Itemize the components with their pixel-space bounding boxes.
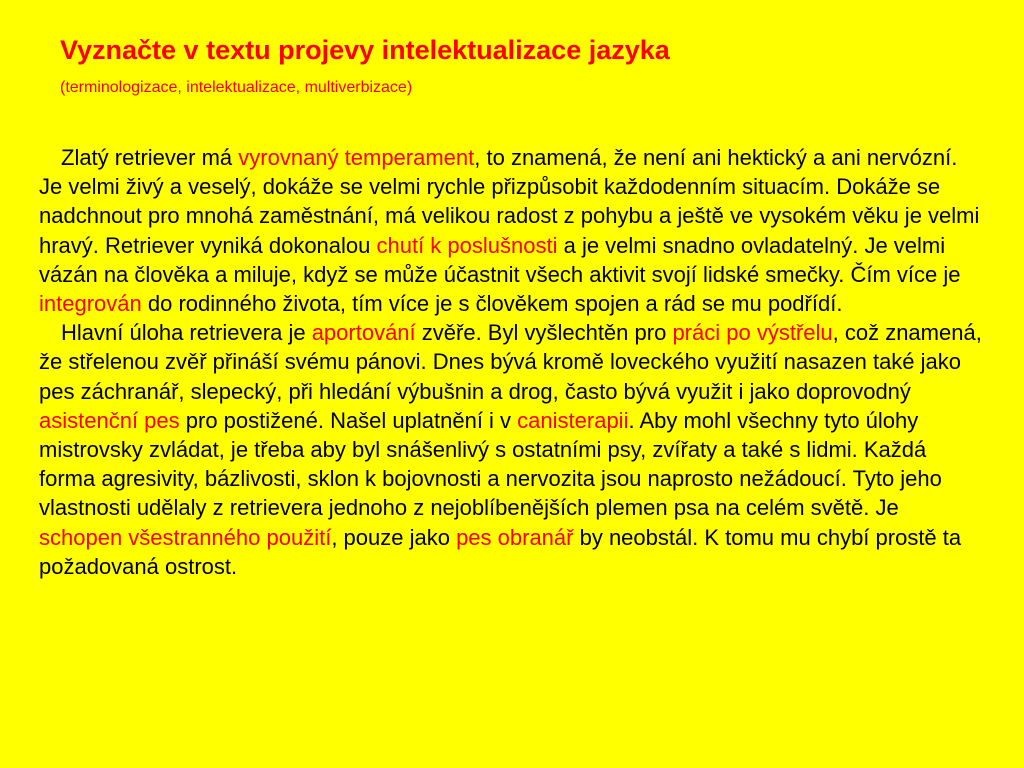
highlighted-term: pes obranář xyxy=(456,524,574,550)
highlighted-term: schopen všestranného použití xyxy=(39,524,332,550)
paragraph-role xyxy=(39,318,984,581)
text-segment: Zlatý retriever má xyxy=(61,145,239,170)
text-segment: do rodinného života, tím více je s člověkem spojen a rád se mu podřídí. xyxy=(141,291,843,317)
highlighted-term: asistenční pes xyxy=(39,407,180,433)
text-segment: , pouze jako xyxy=(331,524,457,550)
text-segment: pro postižené. Našel uplatnění i v xyxy=(179,407,518,433)
highlighted-term: práci po výstřelu xyxy=(672,320,833,346)
highlighted-term: vyrovnaný temperament xyxy=(238,145,475,170)
highlighted-term: aportování xyxy=(311,320,416,346)
text-segment: . Aby mohl všechny tyto úlohy mistrovsky zvládat, je třeba aby byl snášenlivý s ostatními psy, zvířaty a také s lidmi. Každá forma agresivity, bázlivosti, sklon k bojovnosti a nervozita jsou naprosto nežádoucí. Tyto jeho vlastnosti udělaly z retrievera jednoho z nejoblíbenějších plemen psa na celém světě. Je xyxy=(39,407,942,521)
highlighted-term: integrován xyxy=(39,291,142,317)
text-segment: by neobstál. K tomu mu chybí prostě ta požadovaná ostrost. xyxy=(39,524,962,579)
paragraph-temperament xyxy=(39,143,984,318)
text-segment: Hlavní úloha retrievera je xyxy=(61,320,312,346)
text-segment: zvěře. Byl vyšlechtěn pro xyxy=(415,320,673,346)
slide-subtitle: (terminologizace, intelektualizace, multiverbizace) xyxy=(60,79,413,96)
highlighted-term: canisterapii xyxy=(517,407,629,433)
highlighted-term: chutí k poslušnosti xyxy=(376,232,558,258)
body-text xyxy=(39,143,984,581)
slide-title: Vyznačte v textu projevy intelektualizace jazyka xyxy=(60,35,670,65)
text-segment: , což znamená, že střelenou zvěř přináší svému pánovi. Dnes bývá kromě loveckého využití nasazen také jako pes záchranář, slepecký, při hledání výbušnin a drog, často bývá využit i jako doprovodný xyxy=(39,320,982,404)
text-segment: a je velmi snadno ovladatelný. Je velmi vázán na člověka a miluje, když se může účastnit všech aktivit svojí lidské smečky. Čím více je xyxy=(39,232,961,287)
text-segment: , to znamená, že není ani hektický a ani nervózní. Je velmi živý a veselý, dokáže se velmi rychle přizpůsobit každodenním situacím. Dokáže se nadchnout pro mnohá zaměstnání, má velikou radost z pohybu a ještě ve vysokém věku je velmi hravý. Retriever vyniká dokonalou xyxy=(39,145,980,258)
